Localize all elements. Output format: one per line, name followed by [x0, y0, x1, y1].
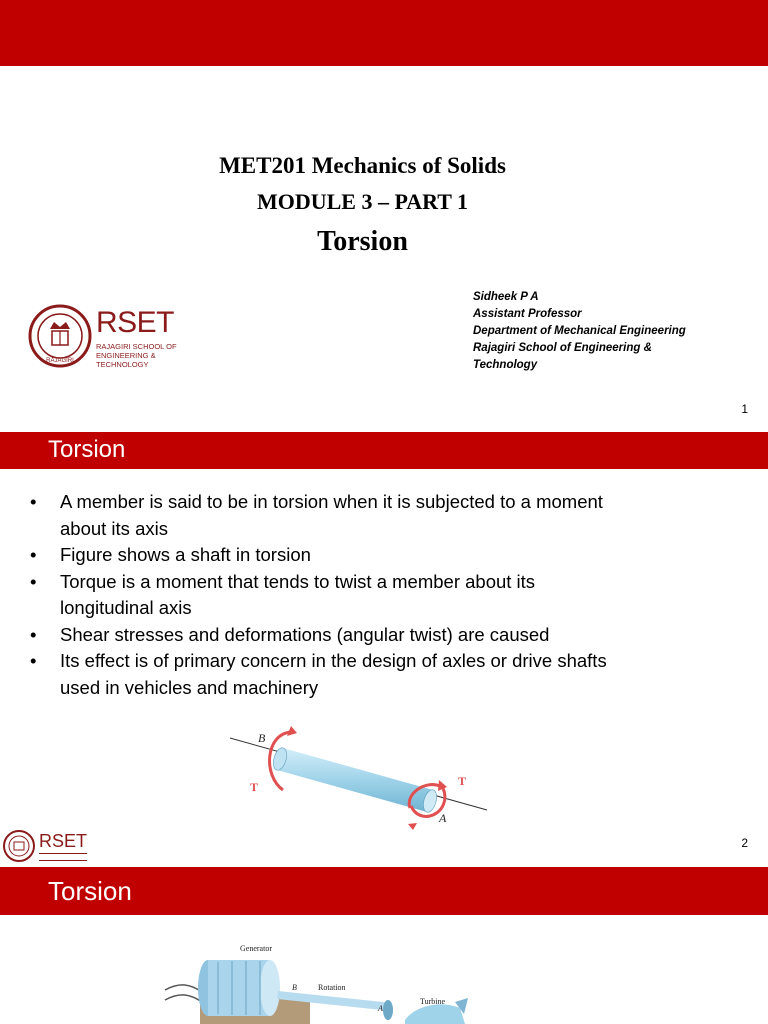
rotation-label: Rotation	[318, 983, 346, 992]
module-title: MODULE 3 – PART 1	[256, 189, 469, 214]
author-block	[473, 289, 743, 374]
bullet-dot: •	[30, 570, 37, 592]
author-institution-1: Rajagiri School of Engineering &	[473, 342, 652, 354]
label-b-small: B	[292, 983, 297, 992]
slide1-header-bar	[0, 0, 768, 66]
page-number-1: 1	[741, 402, 748, 416]
torque-label-right: T	[458, 774, 467, 788]
rset-seal-icon	[2, 829, 36, 863]
generator-label: Generator	[240, 944, 272, 953]
label-b: B	[258, 731, 266, 745]
rset-line1: RAJAGIRI SCHOOL OF	[96, 342, 177, 351]
shaft-torsion-figure	[225, 720, 495, 830]
rset-line2: ENGINEERING & TECHNOLOGY	[96, 351, 156, 369]
author-role: Assistant Professor	[473, 308, 582, 320]
bullet-dot: •	[30, 623, 37, 645]
slide2-header-bar	[0, 432, 768, 469]
author-department: Department of Mechanical Engineering	[473, 325, 686, 337]
shaft-cylinder	[271, 746, 439, 813]
torque-label-left: T	[250, 780, 259, 794]
slide3-title: Torsion	[48, 876, 132, 906]
bullet-item: • A member is said to be in torsion when it is subjected to a moment about its axis	[30, 491, 603, 539]
page-number-2: 2	[741, 836, 748, 850]
label-a: A	[439, 811, 447, 825]
turbine-label: Turbine	[420, 997, 446, 1006]
bullet-dot: •	[30, 491, 37, 512]
generator-body	[198, 960, 280, 1016]
slide3-header-bar	[0, 867, 768, 915]
course-title: MET201 Mechanics of Solids	[219, 153, 506, 178]
rset-abbr: RSET	[96, 306, 175, 339]
bullet-item: • Its effect is of primary concern in the design of axles or drive shafts used in vehicles and machinery	[30, 650, 607, 698]
rset-logo	[28, 303, 198, 369]
bullet-item: • Torque is a moment that tends to twist a member about its longitudinal axis	[30, 570, 536, 618]
bullet-dot: •	[30, 650, 37, 671]
bullet-item: • Shear stresses and deformations (angular twist) are caused	[30, 622, 750, 649]
rset-small-text-lines	[39, 853, 87, 861]
author-name: Sidheek P A	[473, 291, 539, 303]
bullet-dot: •	[30, 544, 37, 565]
seal-text: RAJAGIRI	[46, 358, 74, 364]
slide2-title: Torsion	[48, 436, 126, 463]
bullet-list	[30, 489, 750, 701]
topic-title: Torsion	[317, 226, 408, 257]
rset-seal-icon	[28, 303, 92, 369]
rset-abbr-small: RSET	[39, 831, 88, 851]
author-institution-2: Technology	[473, 359, 538, 371]
label-a-small: A	[378, 1004, 383, 1013]
bullet-item: • Figure shows a shaft in torsion	[30, 542, 750, 569]
rset-logo-small	[2, 828, 92, 864]
generator-turbine-figure	[160, 940, 490, 1024]
